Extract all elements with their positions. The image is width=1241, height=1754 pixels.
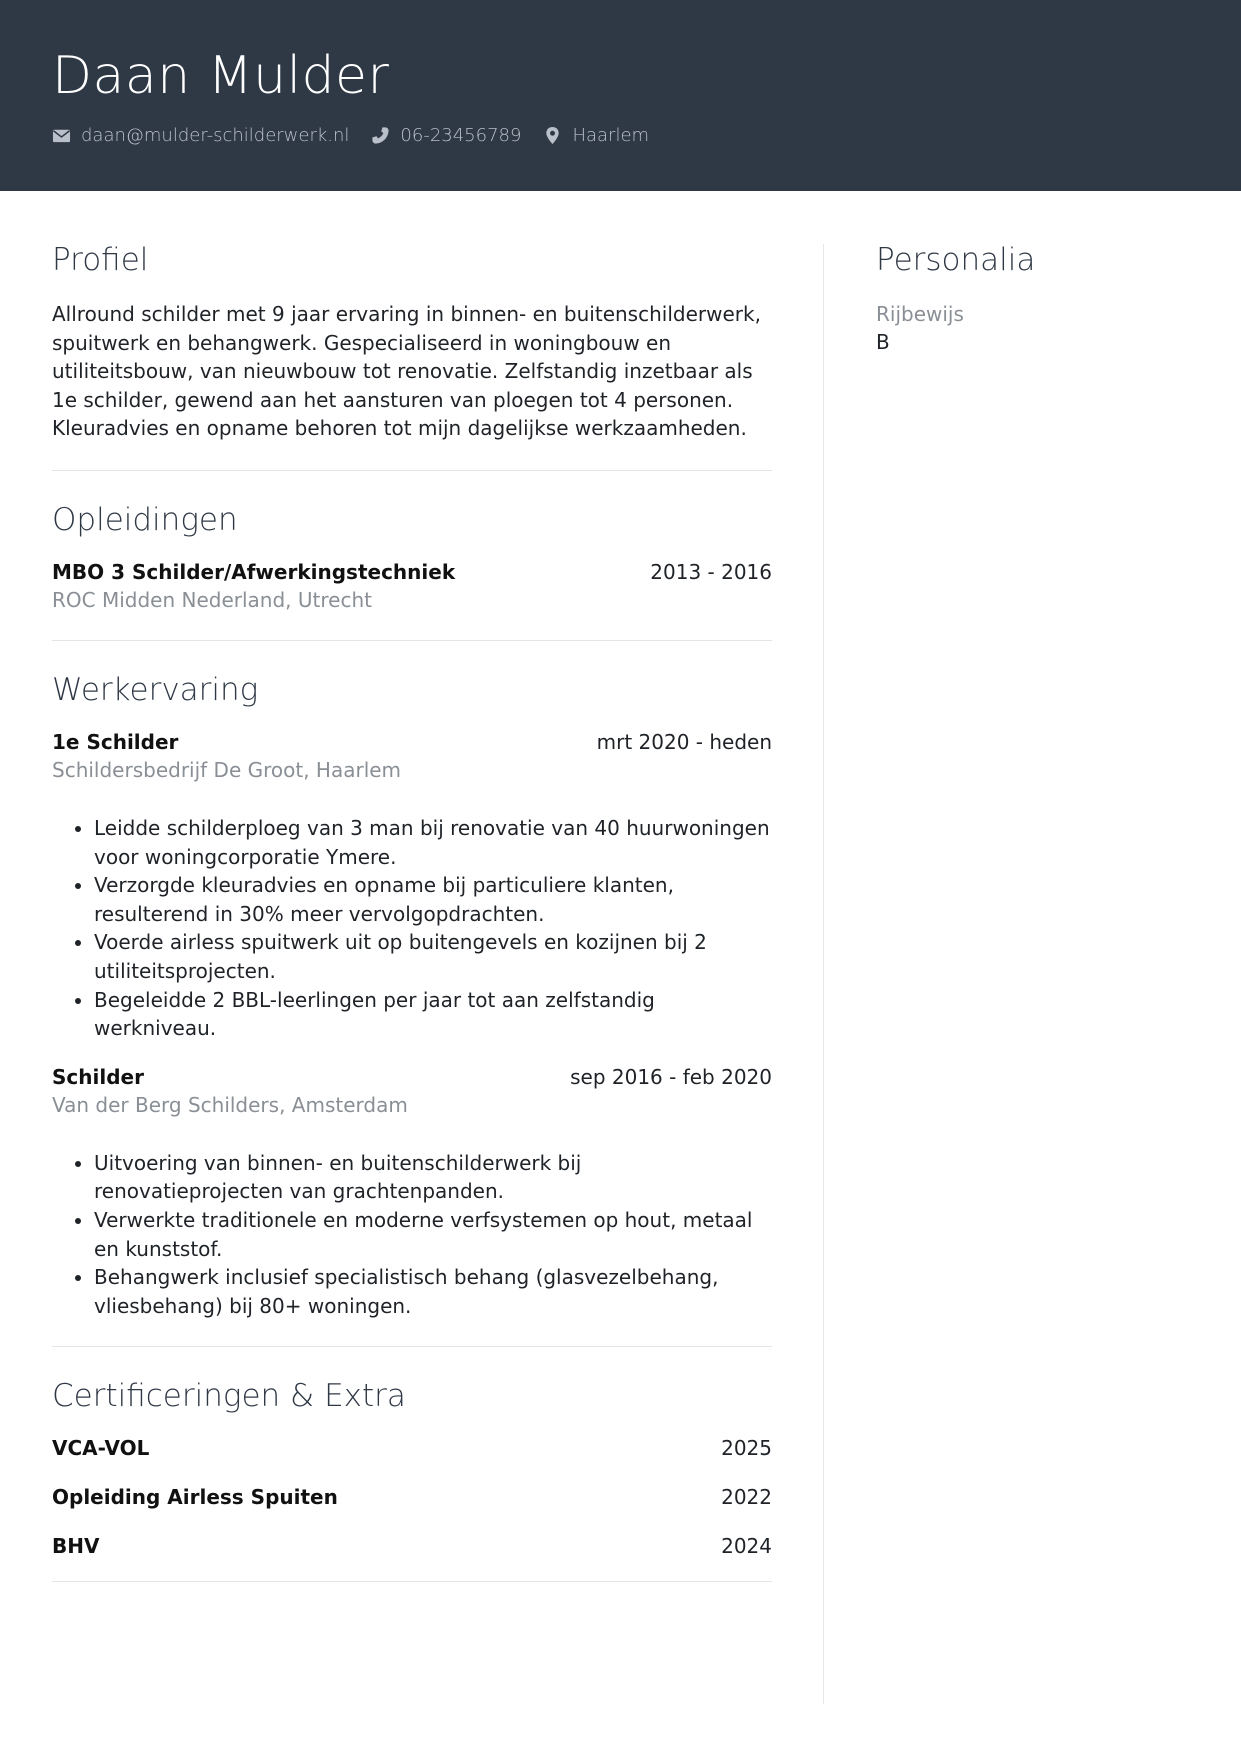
experience-entry xyxy=(52,1063,772,1321)
job-date: sep 2016 - feb 2020 xyxy=(570,1064,772,1089)
certification-name: BHV xyxy=(52,1534,100,1559)
certification-year: 2022 xyxy=(721,1485,772,1510)
certification-year: 2025 xyxy=(721,1436,772,1461)
list-item: • Leidde schilderploeg van 3 man bij renovatie van 40 huurwoningen voor woningcorporatie Ymere. xyxy=(94,814,772,871)
profile-title: Profiel xyxy=(52,242,149,278)
contact-bar xyxy=(52,122,671,148)
personal-title: Personalia xyxy=(876,242,1036,278)
list-item: • Voerde airless spuitwerk uit op buitengevels en kozijnen bij 2 utiliteitsprojecten. xyxy=(94,928,772,985)
license-label: Rijbewijs xyxy=(876,302,964,326)
profile-text: Allround schilder met 9 jaar ervaring in binnen- en buitenschilderwerk, spuitwerk en behangwerk. Gespecialiseerd in woningbouw en utiliteitsbouw, van nieuwbouw tot renovatie. Zelfstandig inzetbaar als 1e schilder, gewend aan het aansturen van ploegen tot 4 personen. Kleuradvies en opname behoren tot mijn dagelijkse werkzaamheden. xyxy=(52,302,761,441)
education-date: 2013 - 2016 xyxy=(650,559,772,584)
certification-year: 2024 xyxy=(721,1534,772,1559)
list-item: • Uitvoering van binnen- en buitenschilderwerk bij renovatieprojecten van grachtenpanden. xyxy=(94,1149,772,1206)
list-item: • Begeleidde 2 BBL-leerlingen per jaar tot aan zelfstandig werkniveau. xyxy=(94,986,772,1043)
education-entry xyxy=(52,558,772,614)
contact-email[interactable] xyxy=(52,125,349,146)
job-bullets xyxy=(52,814,772,1043)
job-title: 1e Schilder xyxy=(52,729,179,754)
certification-name: VCA-VOL xyxy=(52,1436,150,1461)
section-divider xyxy=(52,470,772,471)
candidate-name: Daan Mulder xyxy=(52,46,390,106)
education-title: Opleidingen xyxy=(52,501,238,538)
certifications-title: Certificeringen & Extra xyxy=(52,1378,406,1415)
job-employer: Van der Berg Schilders, Amsterdam xyxy=(52,1092,408,1117)
header-banner xyxy=(0,0,1241,191)
experience-title: Werkervaring xyxy=(52,671,259,708)
education-degree: MBO 3 Schilder/Afwerkingstechniek xyxy=(52,559,456,584)
job-employer: Schildersbedrijf De Groot, Haarlem xyxy=(52,757,402,782)
job-date: mrt 2020 - heden xyxy=(596,729,772,754)
certifications-list xyxy=(52,1434,772,1560)
list-item: • Verwerkte traditionele en moderne verfsystemen op hout, metaal en kunststof. xyxy=(94,1206,772,1263)
list-item: • Verzorgde kleuradvies en opname bij particuliere klanten, resulterend in 30% meer vervolgopdrachten. xyxy=(94,871,772,928)
phone-icon xyxy=(371,126,390,145)
location-text: Haarlem xyxy=(572,124,650,146)
phone-text: 06-23456789 xyxy=(400,124,522,146)
side-column xyxy=(876,240,1196,356)
certifications-section xyxy=(52,1376,772,1560)
list-item xyxy=(52,1532,772,1560)
education-school: ROC Midden Nederland, Utrecht xyxy=(52,587,372,612)
license-value: B xyxy=(876,330,890,354)
location-pin-icon xyxy=(543,126,562,145)
job-title: Schilder xyxy=(52,1064,144,1089)
section-divider xyxy=(52,1581,772,1582)
section-divider xyxy=(52,1346,772,1347)
main-column xyxy=(52,240,772,1582)
job-bullets xyxy=(52,1149,772,1321)
list-item xyxy=(52,1434,772,1462)
profile-section xyxy=(52,240,772,443)
column-divider xyxy=(823,244,824,1704)
email-text: daan@mulder-schilderwerk.nl xyxy=(81,124,350,146)
list-item xyxy=(52,1483,772,1511)
experience-entry xyxy=(52,728,772,1043)
contact-location xyxy=(543,125,649,146)
contact-phone[interactable] xyxy=(371,125,521,146)
experience-section xyxy=(52,670,772,1320)
list-item: • Behangwerk inclusief specialistisch behang (glasvezelbehang, vliesbehang) bij 80+ woningen. xyxy=(94,1263,772,1320)
certification-name: Opleiding Airless Spuiten xyxy=(52,1485,338,1510)
education-section xyxy=(52,500,772,614)
section-divider xyxy=(52,640,772,641)
envelope-icon xyxy=(52,126,71,145)
